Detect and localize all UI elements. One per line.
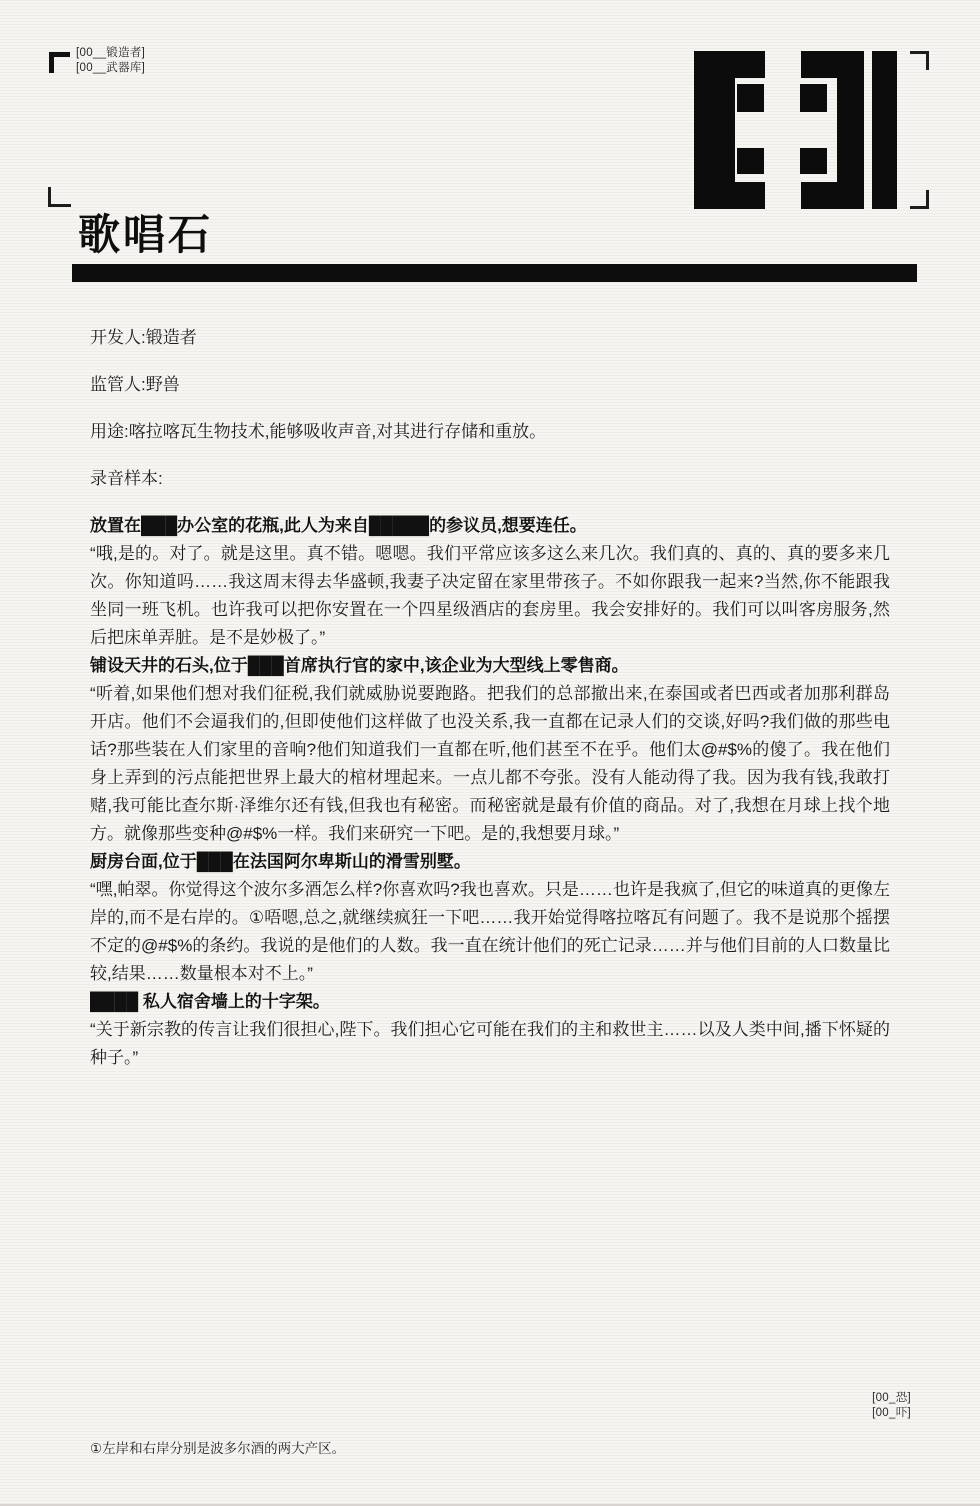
logo-block [800, 148, 827, 174]
entry-location-heading: 厨房台面,位于███在法国阿尔卑斯山的滑雪别墅。 [90, 852, 471, 871]
recording-entry [90, 512, 890, 652]
logo-block [737, 148, 764, 174]
item-meta-block [90, 324, 890, 493]
meta-line-usage: 用途:喀拉喀瓦生物技术,能够吸收声音,对其进行存储和重放。 [90, 422, 547, 441]
header-label-forger: [00__锻造者] [76, 47, 146, 59]
footnote-text: ①左岸和右岸分别是波多尔酒的两大产区。 [90, 1441, 346, 1456]
logo-block [801, 51, 864, 78]
logo-block [800, 84, 827, 112]
meta-line-supervisor: 监管人:野兽 [90, 375, 180, 394]
logo-block [694, 51, 765, 78]
corner-bracket-header-end-icon [48, 187, 71, 207]
meta-line-sample: 录音样本: [90, 469, 163, 488]
logo-block [737, 84, 764, 112]
logo-block [872, 51, 897, 209]
title-underline-bar [72, 264, 917, 282]
document-body [90, 324, 890, 1072]
entry-quote: “听着,如果他们想对我们征税,我们就威胁说要跑路。把我们的总部撤出来,在泰国或者巴西或者加那利群岛开店。他们不会逼我们的,但即使他们这样做了也没关系,我一直都在记录人们的交谈,好吗?我们做的那些电话?那些装在人们家里的音响?他们知道我们一直都在听,他们甚至不在乎。他们太@#$%的傻了。我在他们身上弄到的污点能把世界上最大的棺材埋起来。一点儿都不夸张。没有人能动得了我。因为我有钱,我敢打赌,我可能比查尔斯·泽维尔还有钱,但我也有秘密。而秘密就是最有价值的商品。对了,我想在月球上找个地方。就像那些变种@#$%一样。我们来研究一下吧。是的,我想要月球。” [90, 684, 890, 843]
footer-label-terror: [00_恐] [872, 1392, 911, 1404]
corner-bracket-bottom-right-icon [910, 190, 929, 209]
corner-bracket-top-right-icon [910, 51, 929, 70]
armory-logo-icon [694, 51, 934, 211]
entry-location-heading: ████ 私人宿舍墙上的十字架。 [90, 992, 330, 1011]
main-column [0, 212, 980, 1072]
entry-location-heading: 放置在███办公室的花瓶,此人为来自█████的参议员,想要连任。 [90, 516, 587, 535]
recording-entry [90, 652, 890, 848]
logo-block [694, 182, 765, 209]
header-code-labels [76, 46, 145, 75]
entry-quote: “嘿,帕翠。你觉得这个波尔多酒怎么样?你喜欢吗?我也喜欢。只是……也许是我疯了,但它的味道真的更像左岸的,而不是右岸的。①唔嗯,总之,就继续疯狂一下吧……我开始觉得喀拉喀瓦有问题了。我不是说那个摇摆不定的@#$%的条约。我说的是他们的人数。我一直在统计他们的死亡记录……并与他们目前的人口数量比较,结果……数量根本对不上。” [90, 880, 890, 983]
entry-quote: “哦,是的。对了。就是这里。真不错。嗯嗯。我们平常应该多这么来几次。我们真的、真的、真的要多来几次。你知道吗……我这周末得去华盛顿,我妻子决定留在家里带孩子。不如你跟我一起来?当然,你不能跟我坐同一班飞机。也许我可以把你安置在一个四星级酒店的套房里。我会安排好的。我们可以叫客房服务,然后把床单弄脏。是不是妙极了。” [90, 544, 890, 647]
footer-label-scare: [00_吓] [872, 1407, 911, 1419]
entry-location-heading: 铺设天井的石头,位于███首席执行官的家中,该企业为大型线上零售商。 [90, 656, 629, 675]
footer-code-labels [872, 1391, 911, 1421]
meta-line-developer: 开发人:锻造者 [90, 328, 197, 347]
recording-entry [90, 988, 890, 1072]
page-title: 歌唱石 [78, 211, 214, 258]
corner-bracket-top-left-icon [49, 52, 70, 73]
logo-block [801, 182, 864, 209]
recording-entry [90, 848, 890, 988]
entry-quote: “关于新宗教的传言让我们很担心,陛下。我们担心它可能在我们的主和救世主……以及人类中间,播下怀疑的种子。” [90, 1020, 890, 1067]
header-label-armory: [00__武器库] [76, 61, 146, 74]
